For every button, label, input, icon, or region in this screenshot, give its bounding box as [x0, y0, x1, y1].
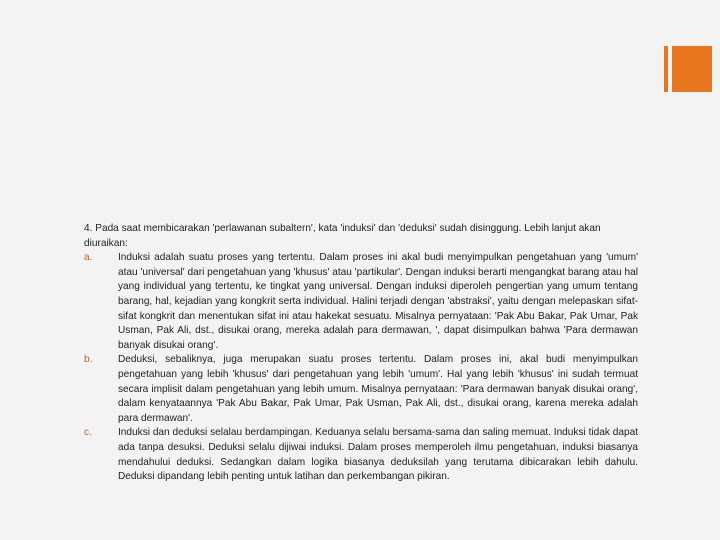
list-marker: c. — [84, 427, 92, 439]
list-item-text: Deduksi, sebaliknya, juga merupakan suatu proses tertentu. Dalam proses ini, akal budi menyimpulkan pengetahuan yang lebih 'khusus' dari pengetahuan yang lebih 'umum'. Hal yang lebih 'khusus' ini sudah termuat secara implisit dalam pengetahuan yang lebih umum. Misalnya pernyataan: 'Para dermawan banyak disukai orang', dalam kenyataannya 'Pak Abu Bakar, Pak Umar, Pak Usman, Pak Ali, dst., disukai orang, karena mereka adalah para dermawan'. — [118, 354, 638, 424]
accent-line — [664, 46, 668, 92]
definition-list — [84, 251, 638, 485]
list-item — [84, 426, 638, 484]
accent-block — [672, 46, 712, 92]
slide-body — [84, 222, 638, 485]
list-item — [84, 251, 638, 353]
list-marker: a. — [84, 252, 93, 264]
intro-paragraph: 4. Pada saat membicarakan 'perlawanan subaltern', kata 'induksi' dan 'deduksi' sudah disinggung. Lebih lanjut akan diuraikan: — [84, 223, 601, 249]
list-item-text: Induksi adalah suatu proses yang tertentu. Dalam proses ini akal budi menyimpulkan pengetahuan yang 'umum' atau 'universal' dari pengetahuan yang 'khusus' atau 'partikular'. Dengan induksi berarti mengangkat barang atau hal yang individual yang tertentu, ke tingkat yang universal. Dengan induksi diperoleh pengertian yang umum tentang barang, hal, kejadian yang kongkrit serta individual. Halini terjadi dengan 'abstraksi', yaitu dengan melepaskan sifat-sifat kongkrit dan menentukan sifat ini atau hakekat sesuatu. Misalnya pernyataan: 'Pak Abu Bakar, Pak Umar, Pak Usman, Pak Ali, dst., disukai orang, mereka adalah para dermawan, ', dapat disimpulkan bahwa 'Para dermawan banyak disukai orang'. — [118, 252, 638, 351]
list-item — [84, 353, 638, 426]
list-marker: b. — [84, 354, 93, 366]
list-item-text: Induksi dan deduksi selalau berdampingan. Keduanya selalu bersama-sama dan saling memuat. Induksi tidak dapat ada tanpa desuksi. Deduksi selalu dijiwai induksi. Dalam proses memperoleh ilmu pengetahuan, induksi biasanya mendahului deduksi. Sedangkan dalam logika biasanya deduksilah yang terutama dibicarakan lebih dahulu. Deduksi dipandang lebih penting untuk latihan dan perkembangan pikiran. — [118, 427, 638, 483]
